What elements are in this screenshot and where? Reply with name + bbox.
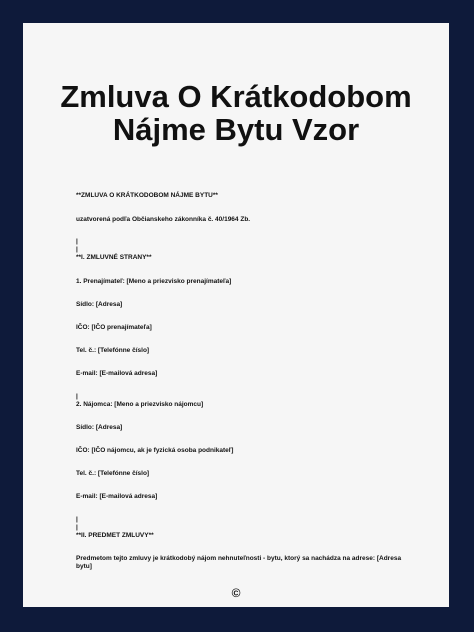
separator-bar: | [76,524,78,531]
document-title [23,80,449,146]
title-line-2: Nájme Bytu Vzor [112,112,360,147]
tenant-name-line: 2. Nájomca: [Meno a priezvisko nájomcu] [76,401,204,408]
landlord-phone-line: Tel. č.: [Telefónne číslo] [76,347,150,354]
tenant-phone-line: Tel. č.: [Telefónne číslo] [76,470,150,477]
tenant-email-line: E-mail: [E-mailová adresa] [76,493,158,500]
section-heading-contract: **ZMLUVA O KRÁTKODOBOM NÁJME BYTU** [76,192,218,199]
section-heading-parties: **I. ZMLUVNÉ STRANY** [76,254,152,261]
landlord-ico-line: IČO: [IČO prenajímateľa] [76,324,152,331]
landlord-email-line: E-mail: [E-mailová adresa] [76,370,158,377]
legal-basis-text: uzatvorená podľa Občianskeho zákonníka č. 40/1964 Zb. [76,216,251,223]
separator-bar: | [76,393,78,400]
subject-text: Predmetom tejto zmluvy je krátkodobý nájom nehnuteľnosti - bytu, ktorý sa nachádza na adrese: [Adresa bytu] [76,555,403,570]
tenant-ico-line: IČO: [IČO nájomcu, ak je fyzická osoba podnikateľ] [76,447,234,454]
separator-bar: | [76,516,78,523]
section-heading-subject: **II. PREDMET ZMLUVY** [76,532,154,539]
separator-bar: | [76,238,78,245]
document-page [23,23,449,607]
tenant-address-line: Sídlo: [Adresa] [76,424,123,431]
title-line-1: Zmluva O Krátkodobom [60,79,412,114]
separator-bar: | [76,246,78,253]
landlord-address-line: Sídlo: [Adresa] [76,301,123,308]
landlord-name-line: 1. Prenajímateľ: [Meno a priezvisko prenajímateľa] [76,278,232,285]
copyright-symbol: © [231,586,241,600]
